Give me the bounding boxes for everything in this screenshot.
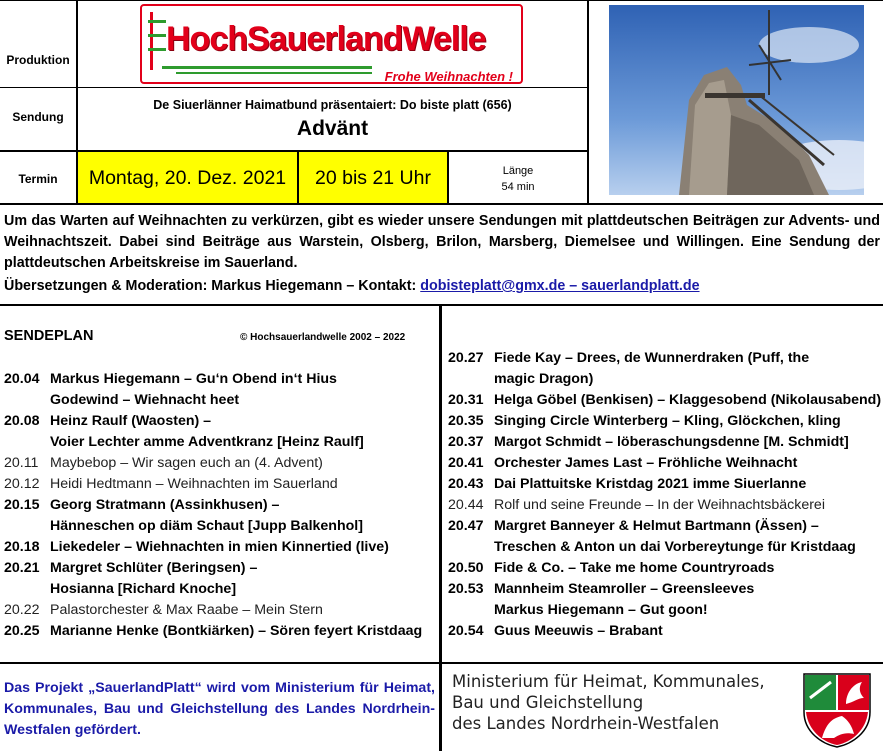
program-title: Orchester James Last – Fröhliche Weihnacht: [494, 455, 798, 471]
program-item: [4, 558, 436, 579]
contact-link[interactable]: dobisteplatt@gmx.de – sauerlandplatt.de: [420, 278, 700, 294]
program-item: [4, 369, 436, 390]
intro-text: Um das Warten auf Weihnachten zu verkürzen, gibt es wieder unsere Sendungen mit plattdeutschen Beiträgen zur Advents- und Weihnachtszeit. Dabei sind Beiträge aus Warstein, Olsberg, Brilon, Marsberg, Diemelsee und Willingen. Eine Sendung der plattdeutschen Arbeitskreise im Sauerland.: [4, 213, 880, 271]
contact-prefix: Übersetzungen & Moderation: Markus Hiegemann – Kontakt:: [4, 278, 421, 294]
program-title: Heidi Hedtmann – Weihnachten im Sauerland: [50, 476, 338, 492]
program-time: 20.18: [4, 539, 40, 555]
program-item: [448, 411, 880, 432]
program-item: [448, 348, 880, 369]
program-item: [448, 432, 880, 453]
sendung-title: Advänt: [296, 117, 369, 140]
nrw-crest-icon: [802, 672, 872, 748]
program-time: 20.53: [448, 581, 484, 597]
program-item: [4, 600, 436, 621]
program-time: 20.15: [4, 497, 40, 513]
program-item: [448, 495, 880, 516]
program-time: 20.25: [4, 623, 40, 639]
program-title: Rolf und seine Freunde – In der Weihnachtsbäckerei: [494, 497, 825, 513]
program-item: [448, 474, 880, 495]
label-produktion: Produktion: [6, 53, 70, 67]
program-title: Mannheim Steamroller – Greensleeves: [494, 581, 755, 597]
ministry-line-3: des Landes Nordrhein-Westfalen: [452, 714, 720, 733]
program-title: Heinz Raulf (Waosten) –: [50, 413, 212, 429]
program-item: [4, 474, 436, 495]
program-item: [448, 621, 880, 642]
program-title: Margot Schmidt – löberaschungsdenne [M. Schmidt]: [494, 434, 849, 450]
hochsauerlandwelle-logo: [140, 4, 523, 84]
tower-photo: [609, 5, 864, 195]
program-item: [448, 558, 880, 579]
program-title: Fide & Co. – Take me home Countryroads: [494, 560, 775, 576]
program-time: 20.08: [4, 413, 40, 429]
broadcast-date: Montag, 20. Dez. 2021: [88, 167, 287, 189]
laenge-value: 54 min: [501, 181, 535, 193]
program-item: [448, 537, 880, 558]
program-item: [448, 516, 880, 537]
broadcast-time: 20 bis 21 Uhr: [315, 167, 431, 189]
program-time: 20.43: [448, 476, 484, 492]
program-title: Margret Banneyer & Helmut Bartmann (Ässen) –: [494, 518, 819, 534]
program-item: [4, 495, 436, 516]
sendung-subtitle: De Siuerlänner Haimatbund präsentaiert: Do biste platt (656): [153, 98, 512, 112]
program-title: magic Dragon): [494, 371, 594, 387]
program-title: Maybebop – Wir sagen euch an (4. Advent): [50, 455, 323, 471]
program-item: [4, 411, 436, 432]
ministry-text: [452, 671, 765, 734]
program-item: [4, 432, 436, 453]
program-time: 20.31: [448, 392, 484, 408]
program-title: Treschen & Anton un dai Vorbereytunge für Kristdaag: [494, 539, 856, 555]
logo-subtitle: Frohe Weihnachten !: [384, 69, 513, 84]
program-title: Fiede Kay – Drees, de Wunnerdraken (Puff, the: [494, 350, 810, 366]
program-time: 20.47: [448, 518, 484, 534]
logo-title: HochSauerlandWelle: [166, 20, 486, 58]
ministry-line-1: Ministerium für Heimat, Kommunales,: [452, 672, 765, 691]
program-title: Godewind – Wiehnacht heet: [50, 392, 240, 408]
program-title: Guus Meeuwis – Brabant: [494, 623, 663, 639]
program-item: [448, 369, 880, 390]
program-item: [4, 621, 436, 642]
program-time: 20.12: [4, 476, 40, 492]
program-title: Dai Plattuitske Kristdag 2021 imme Siuerlanne: [494, 476, 807, 492]
sendeplan-title: SENDEPLAN: [4, 328, 94, 344]
program-time: 20.44: [448, 497, 484, 513]
program-title: Marianne Henke (Bontkiärken) – Sören feyert Kristdaag: [50, 623, 423, 639]
program-time: 20.22: [4, 602, 40, 618]
program-title: Palastorchester & Max Raabe – Mein Stern: [50, 602, 323, 618]
program-time: 20.35: [448, 413, 484, 429]
program-title: Helga Göbel (Benkisen) – Klaggesobend (Nikolausabend): [494, 392, 882, 408]
program-title: Singing Circle Winterberg – Kling, Glöckchen, kling: [494, 413, 841, 429]
program-time: 20.21: [4, 560, 40, 576]
program-title: Georg Stratmann (Assinkhusen) –: [50, 497, 280, 513]
program-item: [448, 390, 880, 411]
sendeplan-right: [448, 348, 880, 642]
program-item: [4, 390, 436, 411]
program-time: 20.11: [4, 455, 39, 471]
program-title: Hänneschen op diäm Schaut [Jupp Balkenhol]: [50, 518, 363, 534]
program-time: 20.50: [448, 560, 484, 576]
project-text: Das Projekt „SauerlandPlatt“ wird vom Ministerium für Heimat, Kommunales, Bau und Gleichstellung des Landes Nordrhein-Westfalen gefördert.: [4, 680, 435, 738]
program-item: [4, 579, 436, 600]
program-title: Voier Lechter amme Adventkranz [Heinz Raulf]: [50, 434, 364, 450]
program-item: [448, 600, 880, 621]
program-time: 20.41: [448, 455, 484, 471]
program-title: Markus Hiegemann – Gut goon!: [494, 602, 708, 618]
contact-line: [4, 276, 880, 297]
ministry-line-2: Bau und Gleichstellung: [452, 693, 644, 712]
program-title: Hosianna [Richard Knoche]: [50, 581, 237, 597]
label-sendung: Sendung: [12, 110, 64, 124]
program-time: 20.04: [4, 371, 40, 387]
program-item: [4, 453, 436, 474]
program-title: Margret Schlüter (Beringsen) –: [50, 560, 258, 576]
label-termin: Termin: [18, 172, 58, 186]
copyright: © Hochsauerlandwelle 2002 – 2022: [240, 332, 406, 343]
program-item: [448, 453, 880, 474]
program-time: 20.27: [448, 350, 484, 366]
laenge-label: Länge: [502, 165, 534, 177]
program-item: [4, 516, 436, 537]
sendeplan-left: [4, 369, 436, 642]
program-title: Liekedeler – Wiehnachten in mien Kinnertied (live): [50, 539, 389, 555]
program-time: 20.54: [448, 623, 484, 639]
program-item: [448, 579, 880, 600]
program-title: Markus Hiegemann – Gu‘n Obend in‘t Hius: [50, 371, 337, 387]
program-item: [4, 537, 436, 558]
program-time: 20.37: [448, 434, 484, 450]
